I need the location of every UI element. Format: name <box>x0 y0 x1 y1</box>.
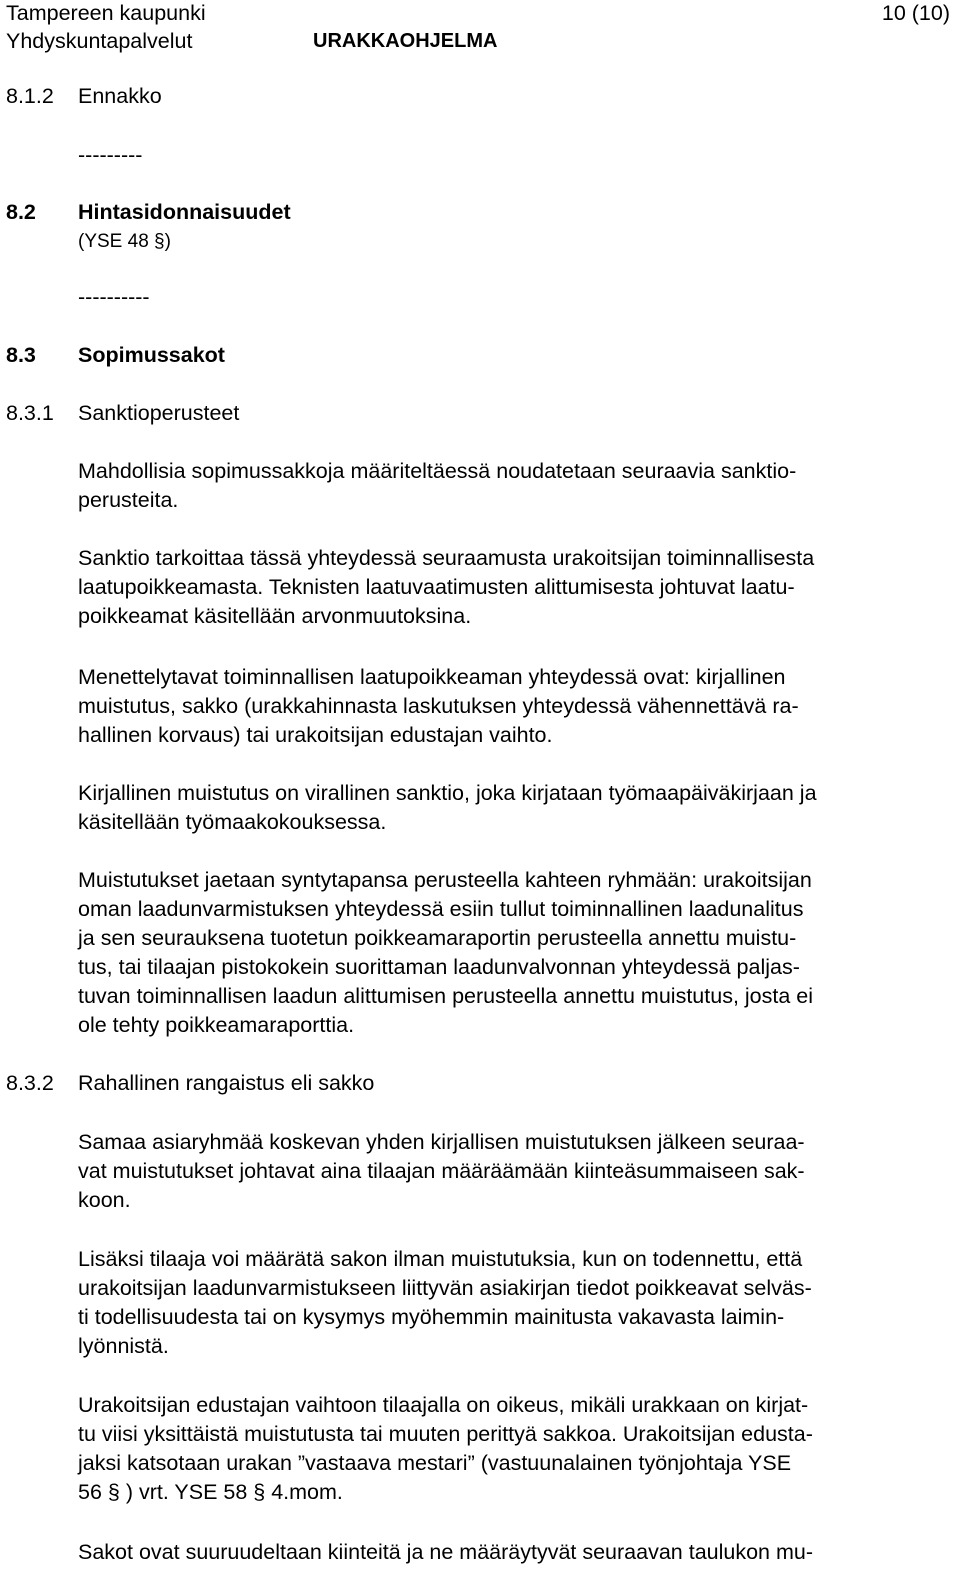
section-number-8-2: 8.2 <box>6 200 36 224</box>
paragraph-line: lyönnistä. <box>78 1334 169 1358</box>
paragraph-9 <box>78 1538 952 1567</box>
paragraph-line: perusteita. <box>78 488 179 512</box>
paragraph-6 <box>78 1128 952 1215</box>
paragraph-line: jaksi katsotaan urakan ”vastaava mestari” (vastuunalainen työnjohtaja YSE <box>78 1451 792 1475</box>
section-dashes-8-1-2: --------- <box>78 143 143 167</box>
paragraph-line: Mahdollisia sopimussakkoja määriteltäessä noudatetaan seuraavia sanktio- <box>78 459 797 483</box>
paragraph-line: Sakot ovat suuruudeltaan kiinteitä ja ne määräytyvät seuraavan taulukon mu- <box>78 1540 814 1564</box>
paragraph-5 <box>78 866 952 1040</box>
section-number-8-3-1: 8.3.1 <box>6 401 54 425</box>
paragraph-4 <box>78 779 952 837</box>
paragraph-line: poikkeamat käsitellään arvonmuutoksina. <box>78 604 472 628</box>
paragraph-1 <box>78 457 952 515</box>
paragraph-line: Sanktio tarkoittaa tässä yhteydessä seuraamusta urakoitsijan toiminnallisesta <box>78 546 815 570</box>
paragraph-line: Kirjallinen muistutus on virallinen sanktio, joka kirjataan työmaapäiväkirjaan ja <box>78 781 817 805</box>
paragraph-3 <box>78 663 952 750</box>
paragraph-line: 56 § ) vrt. YSE 58 § 4.mom. <box>78 1480 343 1504</box>
paragraph-line: Lisäksi tilaaja voi määrätä sakon ilman muistutuksia, kun on todennettu, että <box>78 1247 803 1271</box>
header-unit: Yhdyskuntapalvelut <box>6 29 193 53</box>
paragraph-line: Muistutukset jaetaan syntytapansa perusteella kahteen ryhmään: urakoitsijan <box>78 868 812 892</box>
section-title-8-1-2: Ennakko <box>78 84 162 108</box>
section-title-8-3-1: Sanktioperusteet <box>78 401 240 425</box>
section-title-8-3-2: Rahallinen rangaistus eli sakko <box>78 1071 375 1095</box>
header-page-number: 10 (10) <box>881 1 950 25</box>
paragraph-line: ti todellisuudesta tai on kysymys myöhemmin mainitusta vakavasta laimin- <box>78 1305 785 1329</box>
paragraph-line: tu viisi yksittäistä muistutusta tai muuten perittyä sakkoa. Urakoitsijan edusta- <box>78 1422 813 1446</box>
section-ref-8-2: (YSE 48 §) <box>78 231 171 252</box>
paragraph-8 <box>78 1391 952 1507</box>
paragraph-line: ole tehty poikkeamaraporttia. <box>78 1013 355 1037</box>
paragraph-line: hallinen korvaus) tai urakoitsijan edustajan vaihto. <box>78 723 553 747</box>
paragraph-line: tuvan toiminnallisen laadun alittumisen perusteella annettu muistutus, josta ei <box>78 984 814 1008</box>
paragraph-line: koon. <box>78 1188 131 1212</box>
paragraph-line: käsitellään työmaakokouksessa. <box>78 810 387 834</box>
paragraph-2 <box>78 544 952 631</box>
section-title-8-3: Sopimussakot <box>78 343 225 367</box>
paragraph-7 <box>78 1245 952 1361</box>
paragraph-line: Samaa asiaryhmää koskevan yhden kirjallisen muistutuksen jälkeen seuraa- <box>78 1130 805 1154</box>
paragraph-line: ja sen seurauksena tuotetun poikkeamaraportin perusteella annettu muistu- <box>78 926 797 950</box>
section-number-8-3: 8.3 <box>6 343 36 367</box>
paragraph-line: vat muistutukset johtavat aina tilaajan määräämään kiinteäsummaiseen sak- <box>78 1159 805 1183</box>
paragraph-line: muistutus, sakko (urakkahinnasta laskutuksen yhteydessä vähennettävä ra- <box>78 694 799 718</box>
section-dashes-8-2: ---------- <box>78 285 150 309</box>
header-org: Tampereen kaupunki <box>6 1 206 25</box>
header-doc-type: URAKKAOHJELMA <box>313 30 498 52</box>
paragraph-line: Urakoitsijan edustajan vaihtoon tilaajalla on oikeus, mikäli urakkaan on kirjat- <box>78 1393 809 1417</box>
section-title-8-2: Hintasidonnaisuudet <box>78 200 291 224</box>
paragraph-line: Menettelytavat toiminnallisen laatupoikkeaman yhteydessä ovat: kirjallinen <box>78 665 786 689</box>
section-number-8-1-2: 8.1.2 <box>6 84 54 108</box>
paragraph-line: tus, tai tilaajan pistokokein suorittaman laadunvalvonnan yhteydessä paljas- <box>78 955 800 979</box>
paragraph-line: urakoitsijan laadunvarmistukseen liittyvän asiakirjan tiedot poikkeavat selväs- <box>78 1276 812 1300</box>
section-number-8-3-2: 8.3.2 <box>6 1071 54 1095</box>
paragraph-line: oman laadunvarmistuksen yhteydessä esiin tullut toiminnallinen laadunalitus <box>78 897 804 921</box>
paragraph-line: laatupoikkeamasta. Teknisten laatuvaatimusten alittumisesta johtuvat laatu- <box>78 575 795 599</box>
